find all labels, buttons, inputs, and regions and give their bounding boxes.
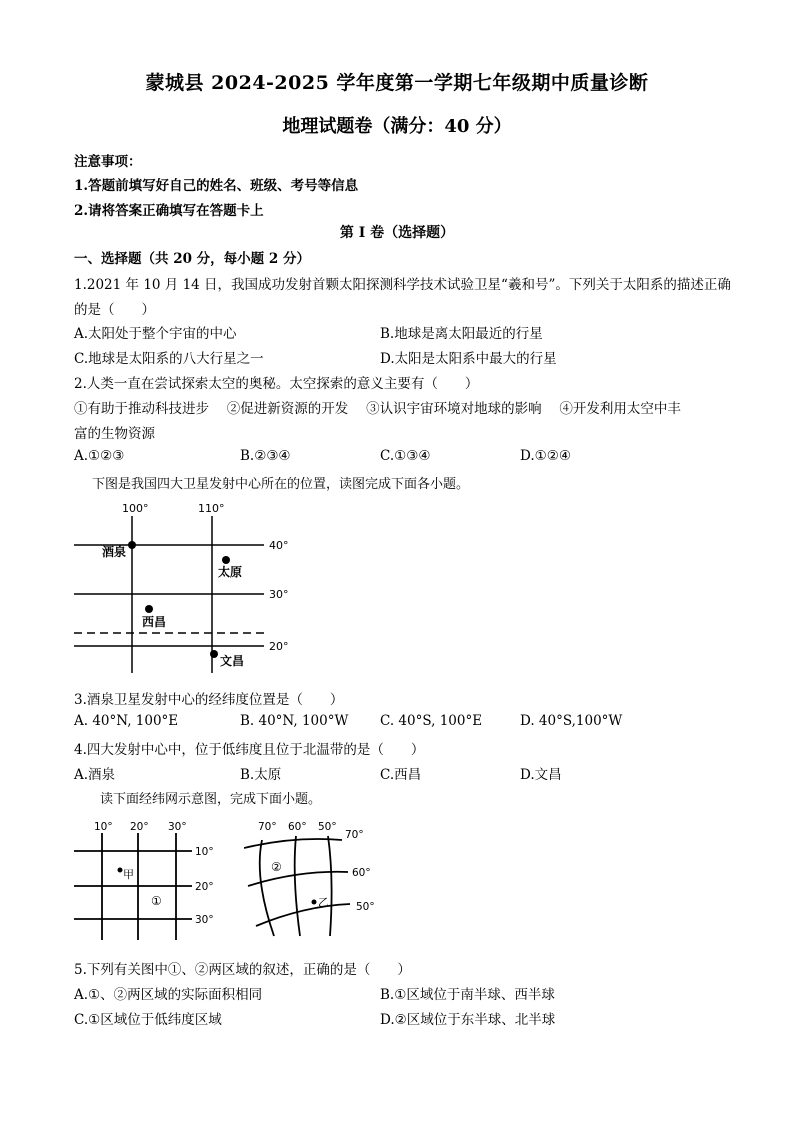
q3-option-c: C. 40°S, 100°E bbox=[380, 713, 483, 729]
q2-option-d: D.①②④ bbox=[520, 448, 571, 464]
q5-option-a: A.①、②两区域的实际面积相同 bbox=[74, 987, 263, 1003]
xichang-label: 西昌 bbox=[142, 615, 167, 629]
q4-option-d: D.文昌 bbox=[520, 767, 562, 783]
q1-option-a: A.太阳处于整个宇宙的中心 bbox=[74, 326, 237, 342]
xichang-marker bbox=[145, 605, 153, 613]
lon-label-100: 100° bbox=[122, 502, 149, 515]
q2-items-line2: 富的生物资源 bbox=[74, 426, 155, 442]
map3-lat-50: 50° bbox=[356, 901, 375, 913]
grid-curve bbox=[328, 836, 332, 936]
exam-subtitle: 地理试题卷（满分：40 分） bbox=[282, 116, 512, 137]
map2-lon-20: 20° bbox=[130, 821, 149, 833]
q2-stem: 2.人类一直在尝试探索太空的奥秘。太空探索的意义主要有（ ） bbox=[74, 376, 479, 392]
grid-curve bbox=[244, 839, 342, 848]
q1-option-b: B.地球是离太阳最近的行星 bbox=[380, 326, 543, 342]
point-jia-label: 甲 bbox=[123, 868, 134, 881]
q3-stem: 3.酒泉卫星发射中心的经纬度位置是（ ） bbox=[74, 692, 344, 708]
q4-stem: 4.四大发射中心中，位于低纬度且位于北温带的是（ ） bbox=[74, 742, 425, 758]
taiyuan-marker bbox=[222, 556, 230, 564]
map2-lat-20: 20° bbox=[195, 881, 214, 893]
map3-lat-60: 60° bbox=[352, 867, 371, 879]
q4-option-b: B.太原 bbox=[240, 767, 282, 783]
map3-lat-70: 70° bbox=[345, 829, 364, 841]
lat-label-30: 30° bbox=[269, 588, 289, 601]
point-yi-marker bbox=[312, 900, 317, 905]
q4-option-c: C.西昌 bbox=[380, 767, 422, 783]
map3-lon-70: 70° bbox=[258, 821, 277, 833]
map3-lon-60: 60° bbox=[288, 821, 307, 833]
q2-option-c: C.①③④ bbox=[380, 448, 431, 464]
q1-option-d: D.太阳是太阳系中最大的行星 bbox=[380, 351, 557, 367]
grid-curve bbox=[248, 872, 348, 886]
exam-title: 蒙城县 2024-2025 学年度第一学期七年级期中质量诊断 bbox=[145, 72, 649, 94]
q1-option-c: C.地球是太阳系的八大行星之一 bbox=[74, 351, 264, 367]
volume-title: 第 I 卷（选择题） bbox=[339, 225, 455, 241]
q5-option-d: D.②区域位于东半球、北半球 bbox=[380, 1012, 556, 1028]
q5-option-c: C.①区域位于低纬度区域 bbox=[74, 1012, 222, 1028]
q3-option-b: B. 40°N, 100°W bbox=[240, 713, 349, 729]
wenchang-label: 文昌 bbox=[220, 654, 245, 668]
point-yi-label: 乙 bbox=[318, 896, 329, 909]
map2-lat-30: 30° bbox=[195, 914, 214, 926]
q2-items-line1: ①有助于推动科技进步 ②促进新资源的开发 ③认识宇宙环境对地球的影响 ④开发利用太空中丰 bbox=[74, 401, 681, 417]
lon-label-110: 110° bbox=[198, 502, 225, 515]
map2-intro: 读下面经纬网示意图，完成下面小题。 bbox=[100, 792, 322, 807]
map1-intro: 下图是我国四大卫星发射中心所在的位置，读图完成下面各小题。 bbox=[92, 477, 470, 492]
graticule-map-1 bbox=[74, 818, 224, 940]
taiyuan-label: 太原 bbox=[218, 565, 243, 579]
section-heading: 一、选择题（共 20 分，每小题 2 分） bbox=[74, 251, 310, 267]
note-item-1: 1.答题前填写好自己的姓名、班级、考号等信息 bbox=[74, 178, 359, 194]
lat-label-40: 40° bbox=[269, 539, 289, 552]
launch-center-map bbox=[74, 498, 304, 676]
q5-option-b: B.①区域位于南半球、西半球 bbox=[380, 987, 555, 1003]
q2-option-a: A.①②③ bbox=[74, 448, 125, 464]
q2-option-b: B.②③④ bbox=[240, 448, 291, 464]
region-2-label: ② bbox=[271, 860, 282, 874]
q5-stem: 5.下列有关图中①、②两区域的叙述，正确的是（ ） bbox=[74, 962, 411, 978]
region-1-label: ① bbox=[151, 894, 162, 908]
q1-stem-line1: 1.2021 年 10 月 14 日，我国成功发射首颗太阳探测科学技术试验卫星“羲和号”。下列关于太阳系的描述正确 bbox=[74, 277, 731, 293]
graticule-map-2 bbox=[244, 818, 394, 940]
q1-stem-line2: 的是（ ） bbox=[74, 302, 155, 318]
map2-lon-10: 10° bbox=[94, 821, 113, 833]
q3-option-a: A. 40°N, 100°E bbox=[74, 713, 179, 729]
map2-lat-10: 10° bbox=[195, 846, 214, 858]
point-jia-marker bbox=[118, 868, 123, 873]
q3-option-d: D. 40°S,100°W bbox=[520, 713, 623, 729]
map2-lon-30: 30° bbox=[168, 821, 187, 833]
lat-label-20: 20° bbox=[269, 640, 289, 653]
grid-curve bbox=[295, 836, 300, 936]
jiuquan-marker bbox=[128, 541, 136, 549]
q4-option-a: A.酒泉 bbox=[74, 767, 116, 783]
wenchang-marker bbox=[210, 650, 218, 658]
jiuquan-label: 酒泉 bbox=[102, 545, 127, 559]
notes-heading: 注意事项： bbox=[74, 154, 142, 170]
note-item-2: 2.请将答案正确填写在答题卡上 bbox=[74, 203, 264, 219]
map3-lon-50: 50° bbox=[318, 821, 337, 833]
